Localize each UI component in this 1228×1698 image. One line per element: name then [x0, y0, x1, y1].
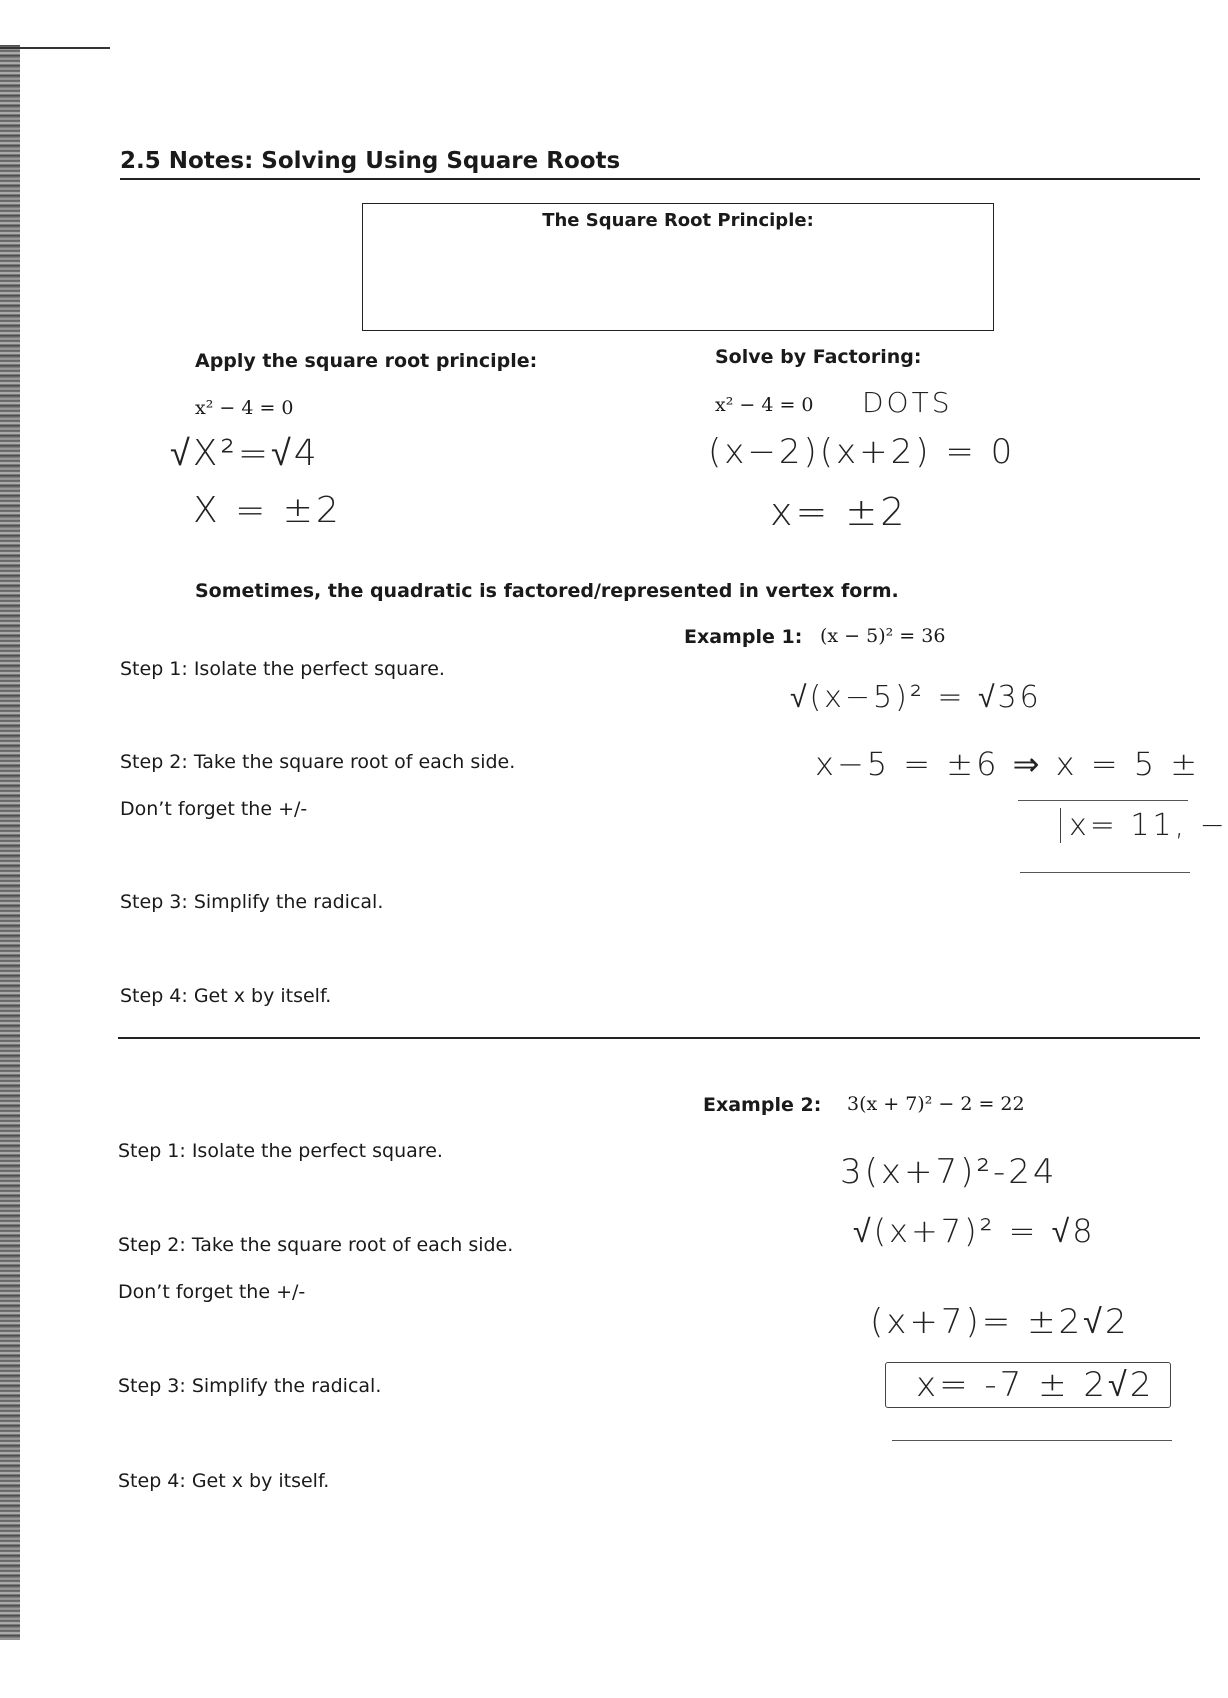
factoring-work-line-2: x= ±2 [770, 490, 908, 534]
section-divider [118, 1037, 1200, 1039]
example1-answer: x= 11, − [1060, 808, 1228, 843]
factoring-note: DOTS [862, 386, 953, 419]
example2-equation: 3(x + 7)² − 2 = 22 [847, 1093, 1025, 1115]
factoring-work-line-1: (x−2)(x+2) = 0 [708, 432, 1016, 472]
example2-reminder: Don’t forget the +/- [118, 1281, 306, 1303]
example2-step3: Step 3: Simplify the radical. [118, 1375, 382, 1397]
factoring-heading: Solve by Factoring: [715, 346, 922, 368]
example2-answer-underline [892, 1440, 1172, 1441]
example1-work-line-2: x−5 = ±6 ⇒ x = 5 ± [815, 745, 1201, 783]
apply-work-line-2: X = ±2 [193, 490, 342, 531]
example1-step2: Step 2: Take the square root of each side. [120, 751, 516, 773]
example1-reminder: Don’t forget the +/- [120, 798, 308, 820]
title-underline [120, 178, 1200, 180]
factoring-equation: x² − 4 = 0 [715, 394, 814, 416]
vertex-form-intro: Sometimes, the quadratic is factored/represented in vertex form. [195, 580, 899, 602]
example1-label: Example 1: [684, 626, 803, 648]
example1-answer-box-top [1018, 800, 1188, 801]
example2-step1: Step 1: Isolate the perfect square. [118, 1140, 443, 1162]
example2-work-line-2: √(x+7)² = √8 [853, 1212, 1096, 1250]
apply-heading: Apply the square root principle: [195, 350, 538, 372]
example1-step1: Step 1: Isolate the perfect square. [120, 658, 445, 680]
example1-step3: Step 3: Simplify the radical. [120, 891, 384, 913]
square-root-principle-box [362, 203, 994, 331]
scan-edge-line [0, 47, 110, 49]
apply-equation: x² − 4 = 0 [195, 397, 294, 419]
example2-step2: Step 2: Take the square root of each side. [118, 1234, 514, 1256]
example2-step4: Step 4: Get x by itself. [118, 1470, 330, 1492]
example1-work-line-1: √(x−5)² = √36 [790, 680, 1042, 715]
example2-work-line-1: 3(x+7)²-24 [840, 1152, 1058, 1192]
page-title: 2.5 Notes: Solving Using Square Roots [120, 148, 621, 174]
example2-work-line-3: (x+7)= ±2√2 [870, 1302, 1130, 1342]
example2-label: Example 2: [703, 1094, 822, 1116]
example1-equation: (x − 5)² = 36 [820, 625, 946, 647]
example2-answer-box: x= -7 ± 2√2 [885, 1362, 1171, 1408]
example1-step4: Step 4: Get x by itself. [120, 985, 332, 1007]
box-title: The Square Root Principle: [542, 210, 814, 231]
scan-binding-edge [0, 45, 20, 1640]
example1-answer-underline [1020, 872, 1190, 873]
apply-work-line-1: √X²=√4 [170, 433, 320, 474]
